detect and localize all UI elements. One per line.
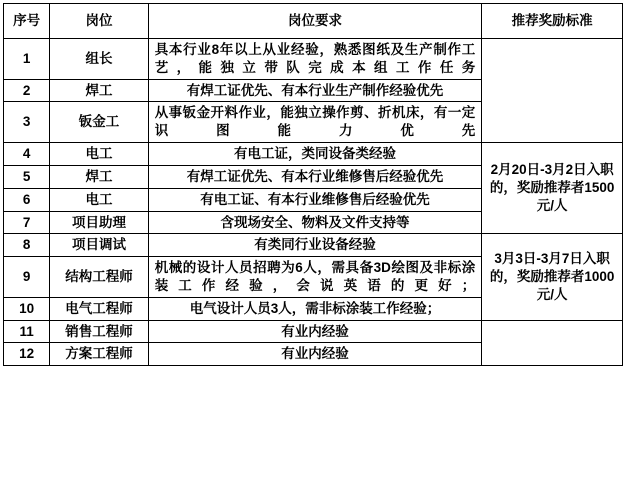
cell-requirements: 有类同行业设备经验: [148, 234, 482, 257]
cell-bonus-period-1: 2月20日-3月2日入职的，奖励推荐者1500元/人: [482, 143, 623, 234]
cell-bonus-empty-top: [482, 39, 623, 143]
cell-post: 结构工程师: [50, 257, 148, 298]
cell-post: 项目调试: [50, 234, 148, 257]
cell-no: 3: [4, 102, 50, 143]
cell-requirements: 有电工证、有本行业维修售后经验优先: [148, 188, 482, 211]
cell-post: 电工: [50, 143, 148, 166]
header-cell-post: 岗位: [50, 4, 148, 39]
cell-requirements: 有业内经验: [148, 320, 482, 343]
cell-no: 6: [4, 188, 50, 211]
cell-requirements: 含现场安全、物料及文件支持等: [148, 211, 482, 234]
cell-no: 2: [4, 79, 50, 102]
table-row: [4, 143, 623, 166]
cell-no: 8: [4, 234, 50, 257]
header-cell-bonus: 推荐奖励标准: [482, 4, 623, 39]
table-header: [4, 4, 623, 39]
cell-requirements: 有焊工证优先、有本行业维修售后经验优先: [148, 165, 482, 188]
cell-post: 项目助理: [50, 211, 148, 234]
cell-requirements: 具本行业8年以上从业经验，熟悉图纸及生产制作工艺，能独立带队完成本组工作任务: [148, 39, 482, 80]
cell-post: 电工: [50, 188, 148, 211]
table-row: [4, 320, 623, 343]
cell-requirements: 有业内经验: [148, 343, 482, 366]
cell-post: 组长: [50, 39, 148, 80]
cell-no: 11: [4, 320, 50, 343]
cell-post: 钣金工: [50, 102, 148, 143]
cell-bonus-period-2: 3月3日-3月7日入职的，奖励推荐者1000元/人: [482, 234, 623, 320]
cell-post: 焊工: [50, 165, 148, 188]
cell-post: 销售工程师: [50, 320, 148, 343]
cell-requirements: 有电工证，类同设备类经验: [148, 143, 482, 166]
cell-requirements: 机械的设计人员招聘为6人，需具备3D绘图及非标涂装工作经验，会说英语的更好；: [148, 257, 482, 298]
header-cell-no: 序号: [4, 4, 50, 39]
cell-no: 5: [4, 165, 50, 188]
header-cell-requirements: 岗位要求: [148, 4, 482, 39]
table-row: [4, 39, 623, 80]
job-requirements-table: [3, 3, 623, 366]
table-header-row: [4, 4, 623, 39]
table-row: [4, 234, 623, 257]
cell-requirements: 有焊工证优先、有本行业生产制作经验优先: [148, 79, 482, 102]
cell-post: 方案工程师: [50, 343, 148, 366]
cell-bonus-empty-bottom: [482, 320, 623, 366]
cell-no: 7: [4, 211, 50, 234]
cell-no: 9: [4, 257, 50, 298]
cell-no: 1: [4, 39, 50, 80]
cell-no: 4: [4, 143, 50, 166]
cell-no: 10: [4, 297, 50, 320]
cell-post: 电气工程师: [50, 297, 148, 320]
cell-requirements: 电气设计人员3人，需非标涂装工作经验；: [148, 297, 482, 320]
cell-post: 焊工: [50, 79, 148, 102]
cell-no: 12: [4, 343, 50, 366]
cell-requirements: 从事钣金开料作业，能独立操作剪、折机床，有一定识图能力优先: [148, 102, 482, 143]
table-body: [4, 39, 623, 366]
